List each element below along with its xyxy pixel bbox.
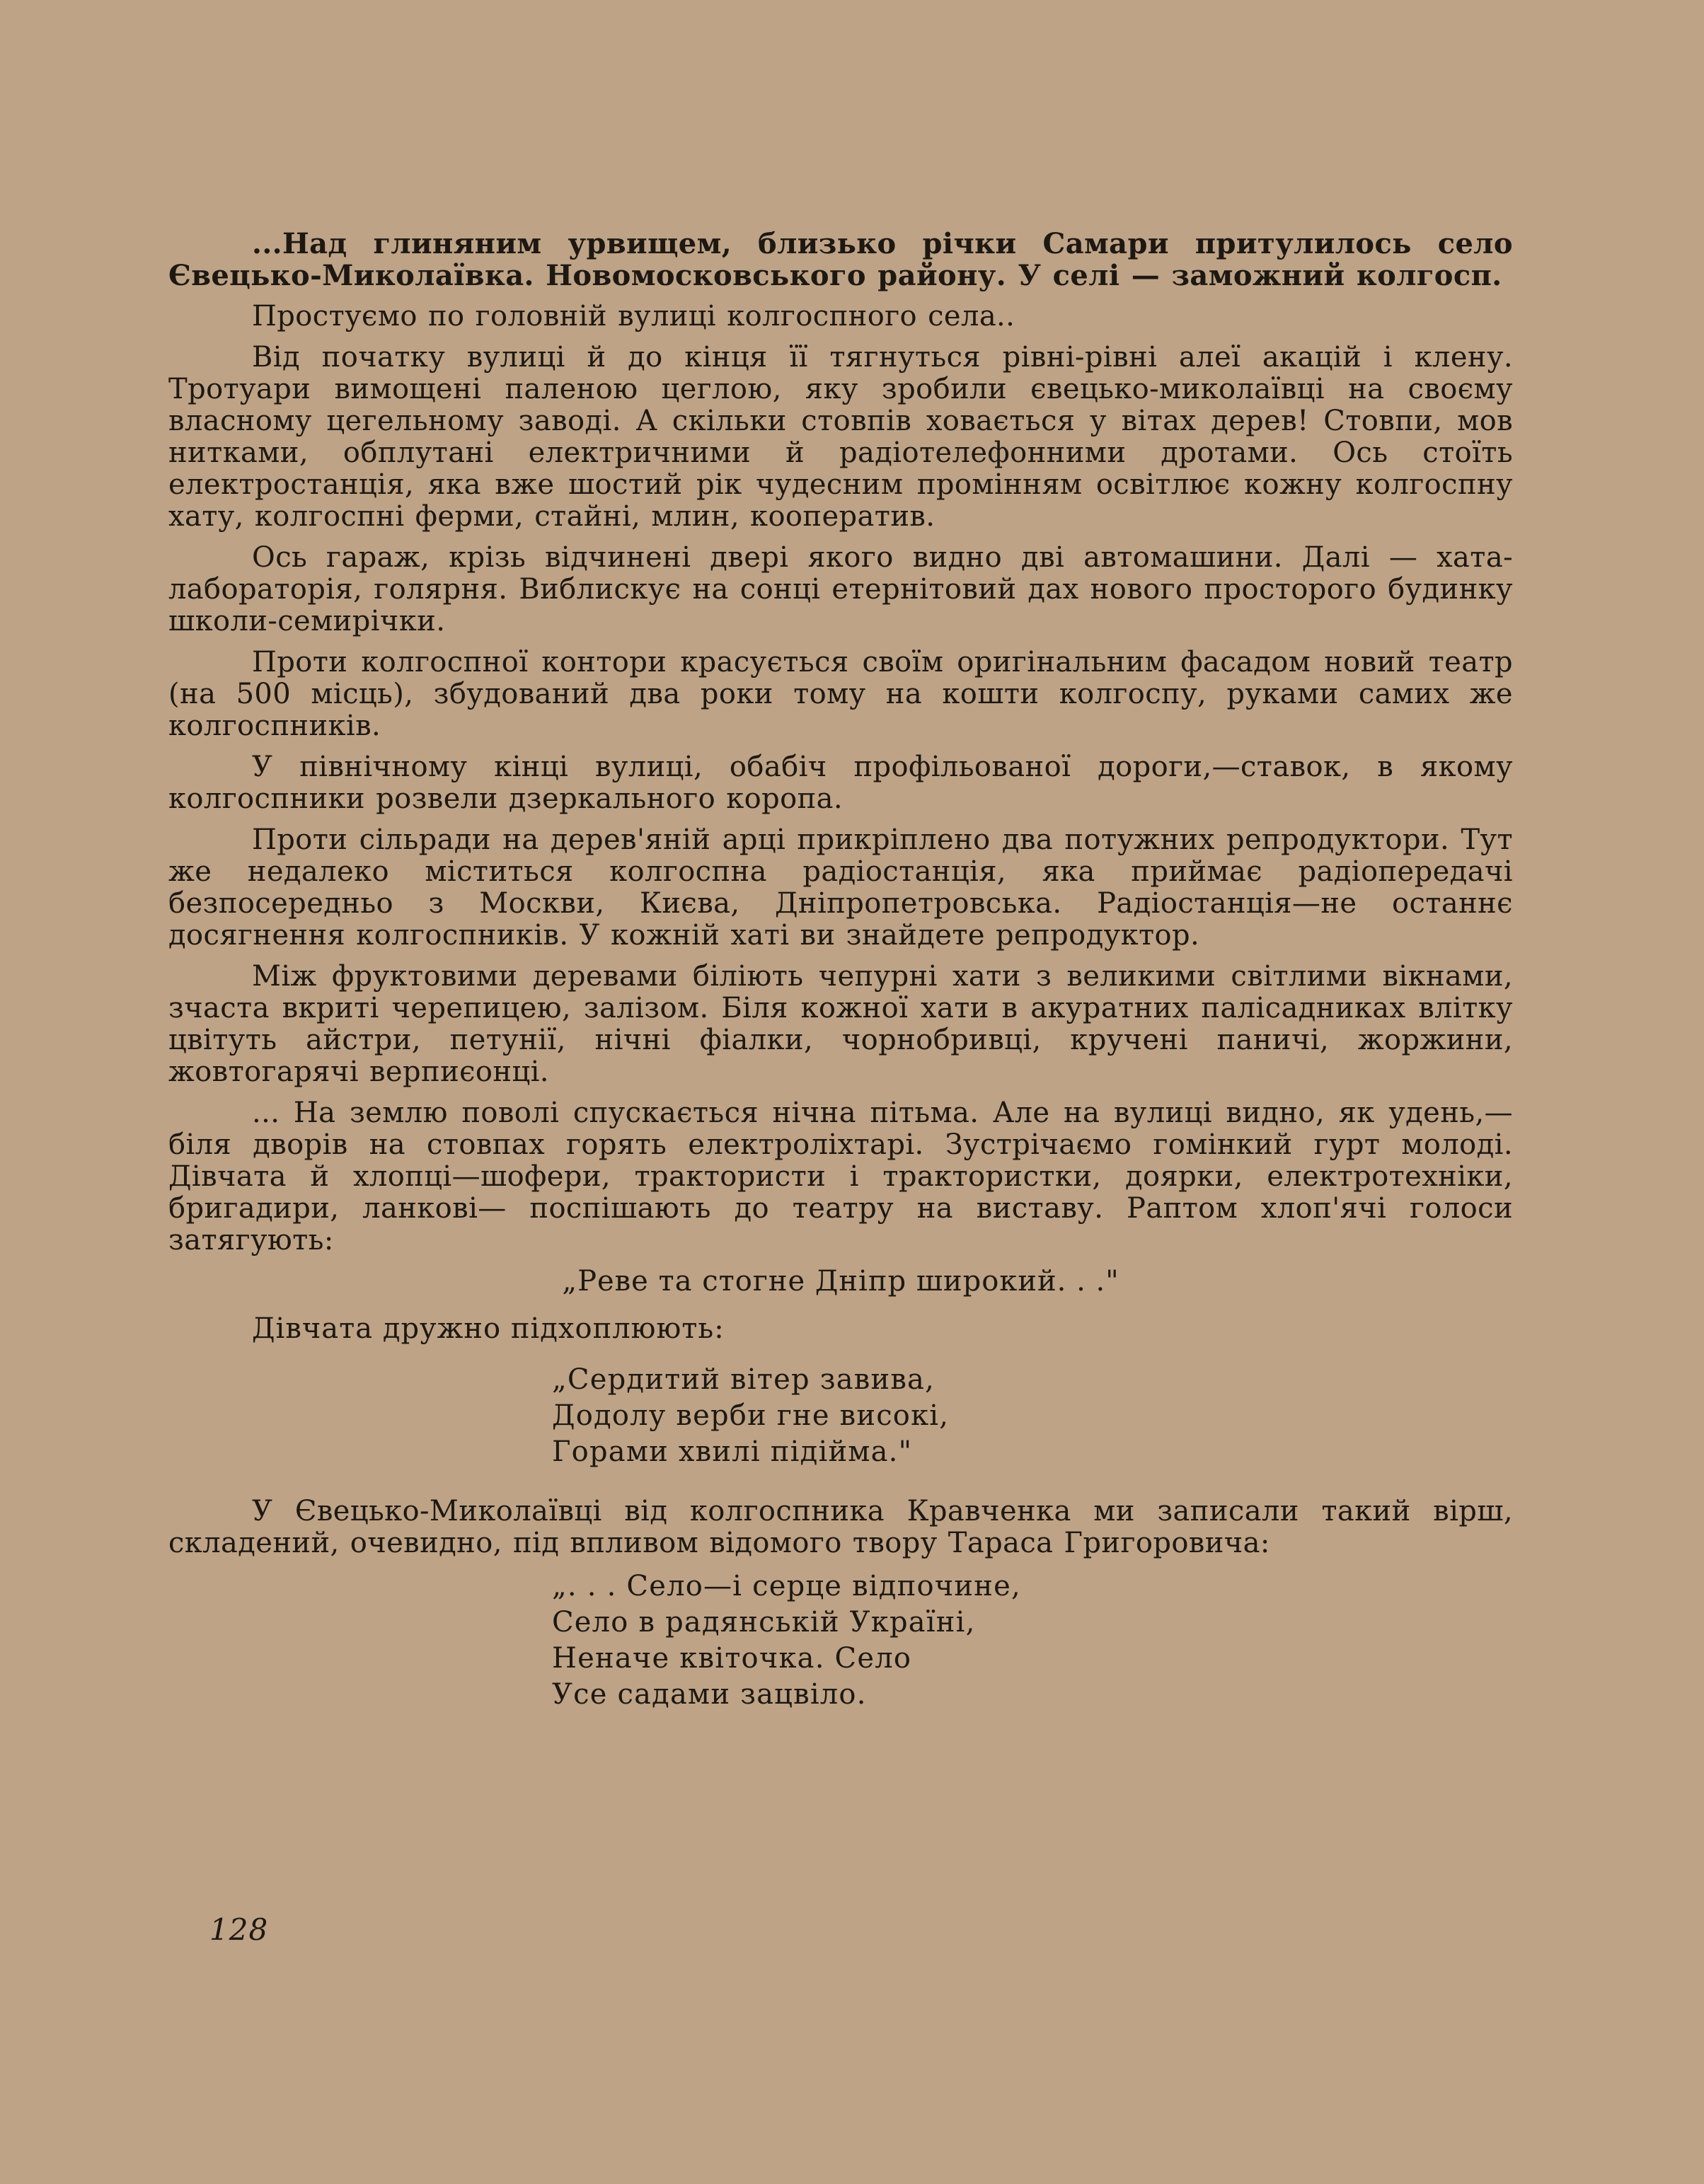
paragraph-intro: ...Над глиняним урвищем, близько річки Самари притулилось село Євецько-Миколаївка. Новомосковського району. У селі — заможний колгосп. — [168, 227, 1513, 292]
paragraph-theatre: Проти колгоспної контори красується своїм оригінальним фасадом новий театр (на 500 місць), збудований два роки тому на кошти колгоспу, руками самих же колгоспників. — [168, 646, 1513, 742]
poem-line: Усе садами зацвіло. — [552, 1678, 867, 1711]
poem-line: „Сердитий вітер завива, — [552, 1363, 936, 1396]
poem-line: Горами хвилі підійма." — [552, 1435, 913, 1468]
paragraph-houses: Між фруктовими деревами біліють чепурні хати з великими світлими вікнами, зчаста вкриті черепицею, залізом. Біля кожної хати в акуратних палісадниках влітку цвітуть айстри, петунії, нічні фіалки, чорнобривці, кручені паничі, жоржини, жовтогарячі верпиєонці. — [168, 960, 1513, 1088]
song-quote: „Реве та стогне Дніпр широкий. . ." — [562, 1265, 1119, 1298]
poem-line: Село в радянській Україні, — [552, 1606, 976, 1639]
poem-song — [552, 1362, 1513, 1470]
paragraph-garage: Ось гараж, крізь відчинені двері якого видно дві автомашини. Далі — хата-лабораторія, голярня. Виблискує на сонці етернітовий дах нового просторого будинку школи-семирічки. — [168, 541, 1513, 637]
girls-sing-line: Дівчата дружно підхоплюють: — [252, 1312, 725, 1345]
paragraph-kravchenko: У Євецько-Миколаївці від колгоспника Кравченка ми записали такий вірш, складений, очевидно, під впливом відомого твору Тараса Григоровича: — [168, 1495, 1513, 1559]
poem-line: Додолу верби гне високі, — [552, 1399, 950, 1432]
page-number: 128 — [209, 1912, 269, 1947]
poem-line: Неначе квіточка. Село — [552, 1642, 912, 1675]
paragraph-pond: У північному кінці вулиці, обабіч профільованої дороги,—ставок, в якому колгоспники розвели дзеркального коропа. — [168, 751, 1513, 815]
text-column — [168, 228, 1513, 1738]
paragraph-alleys: Від початку вулиці й до кінця її тягнуться рівні-рівні алеї акацій і клену. Тротуари вимощені паленою цеглою, яку зробили євецько-миколаївці на своєму власному цегельному заводі. А скільки стовпів ховається у вітах дерев! Стовпи, мов нитками, обплутані електричними й радіотелефонними дротами. Ось стоїть електростанція, яка вже шостий рік чудесним промінням освітлює кожну колгоспну хату, колгоспні ферми, стайні, млин, кооператив. — [168, 341, 1513, 533]
poem-village — [552, 1568, 1513, 1713]
paragraph-main-street: Простуємо по головній вулиці колгоспного села.. — [252, 300, 1015, 333]
paragraph-radio: Проти сільради на дерев'яній арці прикріплено два потужних репродуктори. Тут же недалеко міститься колгоспна радіостанція, яка приймає радіопередачі безпосередньо з Москви, Києва, Дніпропетровська. Радіостанція—не останнє досягнення колгоспників. У кожній хаті ви знайдете репродуктор. — [168, 824, 1513, 952]
poem-line: „. . . Село—і серце відпочине, — [552, 1570, 1021, 1602]
paragraph-evening: ... На землю поволі спускається нічна пітьма. Але на вулиці видно, як удень,—біля дворів на стовпах горять електроліхтарі. Зустрічаємо гомінкий гурт молоді. Дівчата й хлопці—шофери, трактористи і трактористки, доярки, електротехніки, бригадири, ланкові— поспішають до театру на виставу. Раптом хлоп'ячі голоси затягують: — [168, 1097, 1513, 1256]
